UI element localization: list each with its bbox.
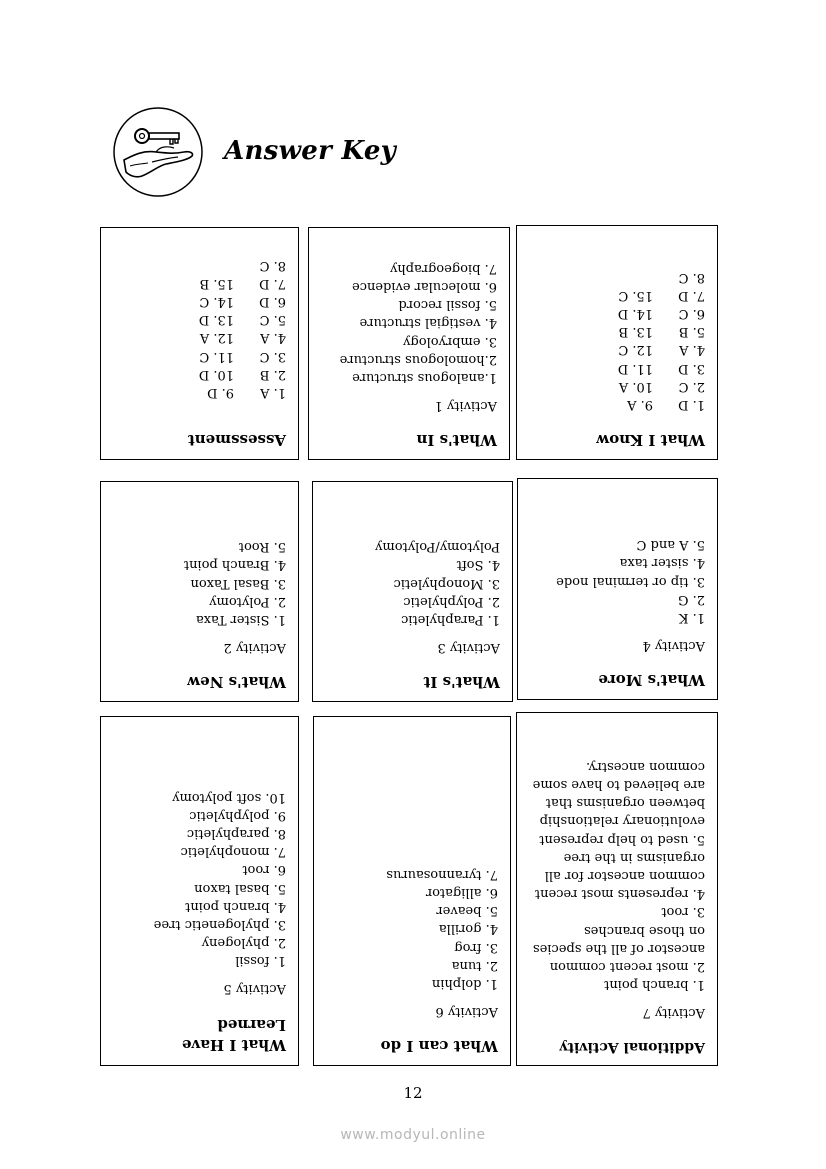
answer: 3. tip or terminal node (556, 573, 705, 589)
answer: 4. gorilla (438, 921, 498, 937)
answer: common ancestor for all (544, 867, 705, 883)
answer: 2. phylogeny (201, 935, 286, 951)
answer: 7. monophyletic (180, 844, 286, 860)
answer: 3. Basal Taxon (190, 575, 286, 591)
answer: 12. C (618, 342, 653, 358)
answer: 3. frog (454, 939, 498, 955)
answer: common ancestry. (585, 758, 705, 774)
answer: 9. polyphyletic (189, 807, 286, 823)
answer: 1.analogous structure (352, 370, 497, 385)
activity-label: Activity 7 (642, 1005, 705, 1021)
answer: 4. A (679, 342, 705, 358)
answer: ancestor of all the species (532, 940, 705, 956)
answer: 3. embryology (403, 333, 497, 349)
heading-whats-in: What's In (416, 431, 497, 449)
answer: 6. root (242, 862, 286, 878)
answer: 4. sister taxa (619, 555, 705, 571)
answer: 2. B (259, 366, 286, 382)
answer: 2. most recent common (549, 959, 705, 974)
answer: 5. C (259, 312, 286, 328)
box-whats-in (308, 227, 510, 460)
answer: 2. tuna (451, 957, 498, 973)
answer: 5. beaver (436, 903, 498, 919)
answer: 1. D (678, 397, 705, 412)
answer: 12. A (199, 330, 234, 346)
heading-what-i-have-learned: What I Have Learned (181, 1015, 286, 1054)
answer: 1. Paraphyletic (401, 612, 500, 627)
activity-label: Activity 5 (223, 981, 286, 997)
answer: 3. Monophyletic (393, 575, 500, 591)
answer: 10. A (618, 378, 653, 394)
box-what-can-i-do (313, 716, 511, 1066)
answer: 3. phylogenetic tree (153, 917, 286, 933)
answer: 7. tyrannosaurus (386, 866, 498, 882)
heading-whats-it: What's It (423, 673, 500, 691)
answer: 10. soft polytomy (172, 789, 286, 805)
answer: 13. D (198, 312, 234, 328)
answer: 10. D (198, 366, 234, 382)
activity-label: Activity 3 (437, 640, 500, 655)
answer: 4. Soft (456, 557, 500, 573)
answer: 5. Root (238, 539, 286, 555)
answer: 5. used to help represent (539, 831, 705, 847)
answer: 14. C (199, 293, 234, 309)
answer: 8. C (259, 257, 286, 273)
answer: evolutionary relationship (539, 813, 705, 829)
answer: 3. C (259, 348, 286, 364)
activity-label: Activity 4 (642, 638, 705, 653)
box-what-i-have-learned (100, 716, 299, 1066)
answer: 2.homologous structure (339, 351, 497, 367)
box-assessment (100, 227, 299, 460)
answer: 4. branch point (185, 898, 286, 914)
answers-what-i-know (527, 267, 705, 413)
box-what-i-know (516, 225, 718, 460)
answer: 7. D (678, 287, 705, 303)
answer: 13. B (618, 324, 653, 340)
answer: Polytomy/Polytomy (375, 539, 500, 555)
answer: 6. alligator (425, 884, 498, 900)
watermark: www.modyul.online (340, 1127, 486, 1143)
answer: 4. A (260, 330, 286, 346)
box-additional-activity (516, 712, 718, 1066)
answer: 3. root (661, 904, 705, 920)
answer: 1. dolphin (431, 976, 498, 991)
answer: 6. molecular evidence (351, 278, 497, 294)
activity-label: Activity 6 (435, 1004, 498, 1019)
answer: 8. paraphyletic (186, 826, 286, 842)
answer: 1. A (260, 385, 286, 400)
answer: 11. C (199, 348, 234, 364)
key-in-hand-logo-icon (112, 106, 204, 198)
answer: 7. biogeography (389, 260, 497, 276)
answer: 9. D (207, 385, 234, 400)
heading-whats-more: What's More (598, 671, 705, 689)
answer: 14. D (617, 305, 653, 321)
answer: 8. C (678, 269, 705, 285)
box-whats-more (517, 478, 718, 700)
answer: between organisms that (545, 795, 705, 811)
answer: 5. B (678, 324, 705, 340)
answer: 2. C (678, 378, 705, 394)
answer: on those branches (584, 922, 705, 938)
answer: 1. branch point (604, 977, 705, 993)
page-number: 12 (403, 1084, 423, 1102)
answer: 4. Branch point (183, 557, 286, 573)
answer: 2. G (678, 591, 705, 607)
answer: 4. vestigial structure (359, 315, 497, 331)
answer: 6. D (259, 293, 286, 309)
answer: 15. B (199, 275, 234, 291)
box-whats-new (100, 481, 299, 702)
answer: 6. C (678, 305, 705, 321)
answer: are believed to have some (532, 776, 705, 792)
answer: 11. D (617, 360, 653, 376)
answer: 1. Sister Taxa (195, 612, 286, 627)
heading-what-can-i-do: What can I do (380, 1037, 498, 1055)
answer: 1. K (678, 610, 705, 625)
answer: organisms in the tree (563, 849, 705, 865)
heading-additional-activity: Additional Activity (559, 1039, 705, 1055)
heading-assessment: Assessment (187, 431, 286, 449)
page-title: Answer Key (224, 136, 397, 166)
activity-label: Activity 1 (434, 398, 497, 413)
answer: 7. D (259, 275, 286, 291)
heading-what-i-know: What I Know (596, 431, 705, 449)
answers-assessment (111, 255, 286, 401)
answer: 5. fossil record (398, 297, 497, 313)
answer: 4. represents most recent (534, 886, 705, 902)
answer: 9. A (627, 397, 653, 412)
answer: 2. Polytomy (209, 593, 286, 609)
answer: 5. A and C (636, 537, 705, 553)
answer: 15. C (618, 287, 653, 303)
answer: 5. basal taxon (194, 880, 286, 896)
answer: 1. fossil (235, 953, 286, 969)
answer: 2. Polyphyletic (403, 593, 500, 609)
box-whats-it (312, 481, 513, 702)
activity-label: Activity 2 (223, 640, 286, 655)
heading-whats-new: What's New (187, 673, 286, 691)
answer: 3. D (678, 360, 705, 376)
